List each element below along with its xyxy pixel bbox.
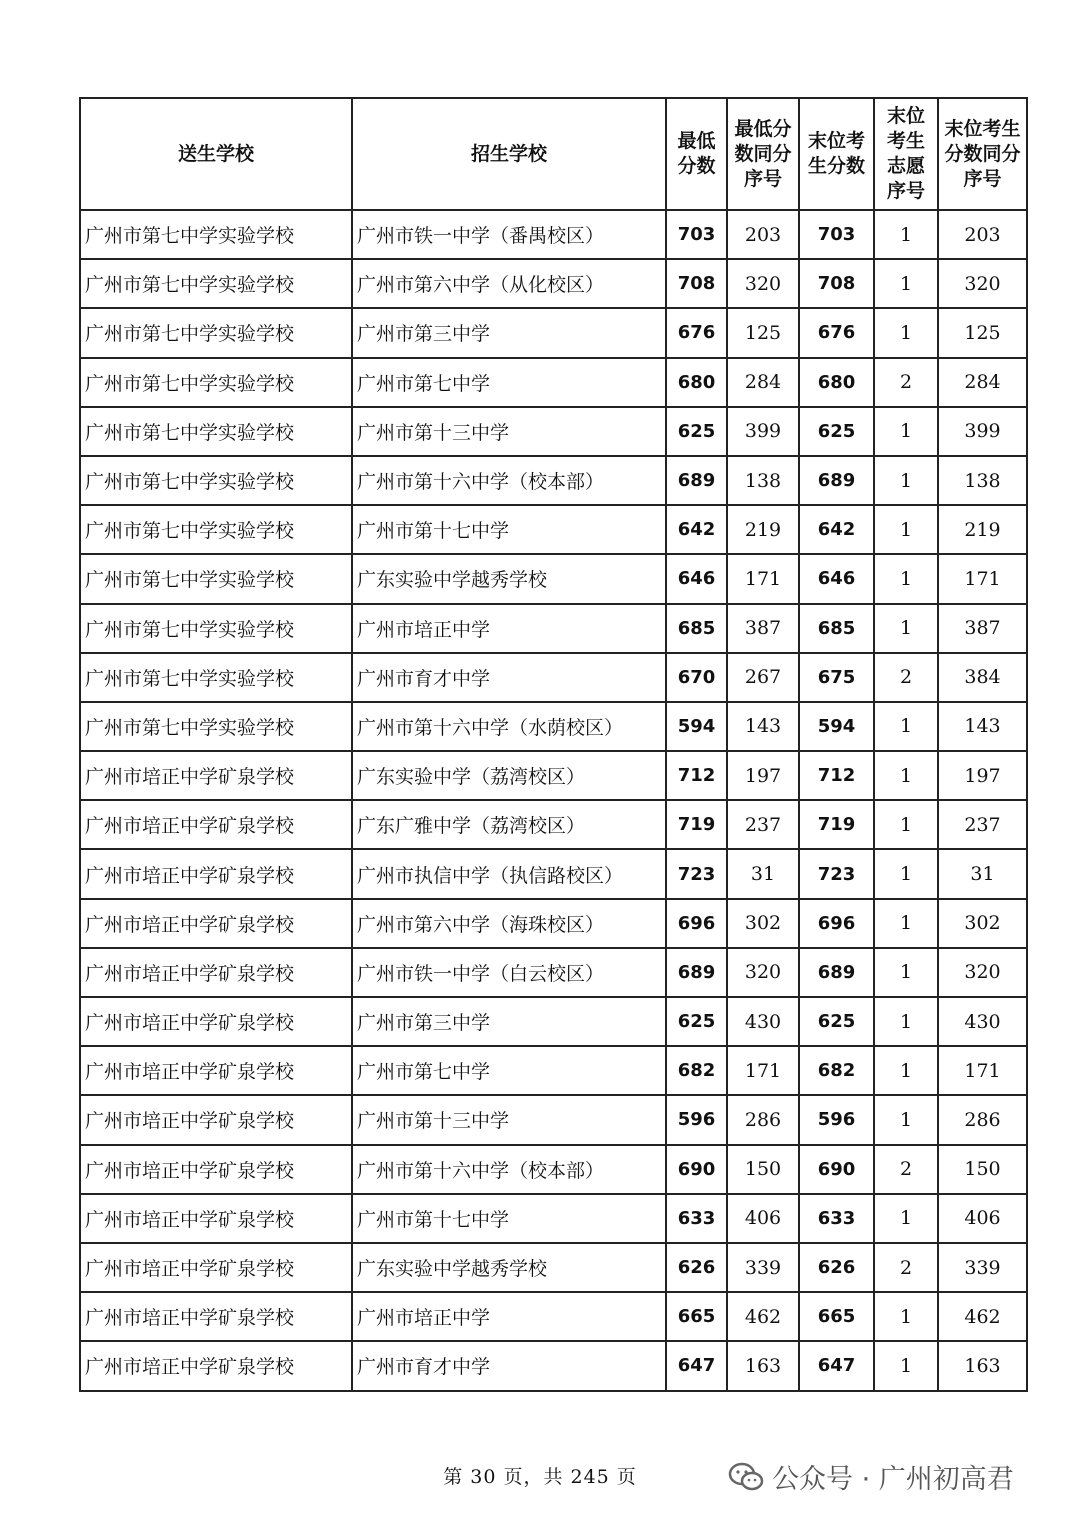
table-cell: 广州市培正中学矿泉学校 <box>80 1046 352 1095</box>
table-cell: 1 <box>874 505 938 554</box>
table-cell: 712 <box>799 751 874 800</box>
table-cell: 680 <box>666 358 727 407</box>
table-row <box>80 554 1027 603</box>
table-cell: 399 <box>727 407 799 456</box>
table-cell: 1 <box>874 1046 938 1095</box>
table-cell: 719 <box>666 800 727 849</box>
table-cell: 171 <box>938 1046 1027 1095</box>
table-cell: 138 <box>727 456 799 505</box>
table-cell: 676 <box>666 308 727 357</box>
table-cell: 320 <box>938 948 1027 997</box>
table-cell: 31 <box>727 849 799 898</box>
column-header: 最低分 数同分 序号 <box>727 98 799 210</box>
table-cell: 1 <box>874 456 938 505</box>
table-cell: 2 <box>874 653 938 702</box>
table-row <box>80 702 1027 751</box>
table-cell: 125 <box>727 308 799 357</box>
table-cell: 302 <box>938 899 1027 948</box>
table-body <box>80 210 1027 1391</box>
table-cell: 646 <box>799 554 874 603</box>
table-cell: 广州市培正中学 <box>352 1292 666 1341</box>
table-cell: 125 <box>938 308 1027 357</box>
table-row <box>80 1095 1027 1144</box>
table-cell: 286 <box>938 1095 1027 1144</box>
table-cell: 广州市培正中学矿泉学校 <box>80 1243 352 1292</box>
column-header: 末位 考生 志愿 序号 <box>874 98 938 210</box>
table-cell: 广州市第七中学实验学校 <box>80 604 352 653</box>
table-cell: 广东实验中学越秀学校 <box>352 554 666 603</box>
table-cell: 1 <box>874 1095 938 1144</box>
table-cell: 689 <box>666 948 727 997</box>
table-row <box>80 1292 1027 1341</box>
column-header: 最低 分数 <box>666 98 727 210</box>
table-cell: 150 <box>727 1145 799 1194</box>
table-cell: 广州市培正中学矿泉学校 <box>80 997 352 1046</box>
table-cell: 680 <box>799 358 874 407</box>
table-row <box>80 505 1027 554</box>
table-cell: 596 <box>666 1095 727 1144</box>
table-cell: 685 <box>666 604 727 653</box>
table-cell: 647 <box>799 1341 874 1390</box>
table-cell: 广州市第七中学实验学校 <box>80 308 352 357</box>
table-cell: 31 <box>938 849 1027 898</box>
table-cell: 广州市第七中学实验学校 <box>80 702 352 751</box>
table-cell: 430 <box>727 997 799 1046</box>
table-cell: 2 <box>874 1145 938 1194</box>
table-row <box>80 997 1027 1046</box>
table-cell: 1 <box>874 1292 938 1341</box>
table-cell: 237 <box>938 800 1027 849</box>
table-cell: 685 <box>799 604 874 653</box>
table-cell: 696 <box>666 899 727 948</box>
table-cell: 广州市第七中学实验学校 <box>80 554 352 603</box>
column-header: 送生学校 <box>80 98 352 210</box>
table-cell: 203 <box>727 210 799 259</box>
table-cell: 1 <box>874 702 938 751</box>
table-cell: 广州市第十三中学 <box>352 407 666 456</box>
table-cell: 203 <box>938 210 1027 259</box>
table-cell: 682 <box>799 1046 874 1095</box>
table-cell: 广州市第十七中学 <box>352 505 666 554</box>
table-cell: 399 <box>938 407 1027 456</box>
table-cell: 642 <box>666 505 727 554</box>
table-row <box>80 653 1027 702</box>
table-cell: 广州市育才中学 <box>352 653 666 702</box>
table-header <box>80 98 1027 210</box>
table-cell: 320 <box>938 259 1027 308</box>
table-cell: 712 <box>666 751 727 800</box>
table-row <box>80 308 1027 357</box>
table-cell: 163 <box>727 1341 799 1390</box>
table-cell: 广州市培正中学矿泉学校 <box>80 849 352 898</box>
table-cell: 197 <box>727 751 799 800</box>
table-cell: 625 <box>666 407 727 456</box>
table-cell: 1 <box>874 554 938 603</box>
table-row <box>80 259 1027 308</box>
table-cell: 143 <box>727 702 799 751</box>
table-cell: 广州市第七中学实验学校 <box>80 358 352 407</box>
watermark <box>728 1457 1014 1496</box>
table-cell: 广州市执信中学（执信路校区） <box>352 849 666 898</box>
table-cell: 219 <box>938 505 1027 554</box>
table-cell: 广州市第十三中学 <box>352 1095 666 1144</box>
table-cell: 594 <box>799 702 874 751</box>
table-cell: 665 <box>799 1292 874 1341</box>
table-cell: 163 <box>938 1341 1027 1390</box>
table-cell: 1 <box>874 751 938 800</box>
table-cell: 广州市第七中学实验学校 <box>80 259 352 308</box>
table-cell: 广州市第十七中学 <box>352 1194 666 1243</box>
table-row <box>80 1341 1027 1390</box>
table-cell: 1 <box>874 899 938 948</box>
table-row <box>80 1243 1027 1292</box>
table-row <box>80 899 1027 948</box>
table-cell: 708 <box>666 259 727 308</box>
table-cell: 696 <box>799 899 874 948</box>
table-cell: 708 <box>799 259 874 308</box>
table-cell: 1 <box>874 210 938 259</box>
table-cell: 237 <box>727 800 799 849</box>
table-cell: 1 <box>874 800 938 849</box>
table-cell: 339 <box>938 1243 1027 1292</box>
table-cell: 广州市第七中学实验学校 <box>80 505 352 554</box>
table-cell: 676 <box>799 308 874 357</box>
table-row <box>80 456 1027 505</box>
table-cell: 320 <box>727 948 799 997</box>
table-cell: 广州市第三中学 <box>352 308 666 357</box>
page-number: 第 30 页，共 245 页 <box>443 1466 637 1488</box>
table-cell: 2 <box>874 1243 938 1292</box>
table-cell: 387 <box>938 604 1027 653</box>
table-cell: 1 <box>874 308 938 357</box>
table-cell: 384 <box>938 653 1027 702</box>
table-cell: 广州市培正中学矿泉学校 <box>80 1194 352 1243</box>
table-cell: 广州市第七中学实验学校 <box>80 210 352 259</box>
table-cell: 647 <box>666 1341 727 1390</box>
table-cell: 284 <box>938 358 1027 407</box>
table-cell: 150 <box>938 1145 1027 1194</box>
table-cell: 626 <box>799 1243 874 1292</box>
table-cell: 286 <box>727 1095 799 1144</box>
table-cell: 430 <box>938 997 1027 1046</box>
table-cell: 462 <box>938 1292 1027 1341</box>
table-cell: 广州市第七中学实验学校 <box>80 653 352 702</box>
table-cell: 广州市铁一中学（番禺校区） <box>352 210 666 259</box>
table-cell: 642 <box>799 505 874 554</box>
table-cell: 广州市培正中学矿泉学校 <box>80 1292 352 1341</box>
table-cell: 143 <box>938 702 1027 751</box>
table-cell: 广东实验中学越秀学校 <box>352 1243 666 1292</box>
table-cell: 320 <box>727 259 799 308</box>
column-header: 末位考生 分数同分序号 <box>938 98 1027 210</box>
watermark-text: 公众号 · 广州初高君 <box>772 1464 1014 1495</box>
table-cell: 广州市第七中学实验学校 <box>80 456 352 505</box>
table-cell: 广州市培正中学矿泉学校 <box>80 751 352 800</box>
table-cell: 682 <box>666 1046 727 1095</box>
table-cell: 406 <box>938 1194 1027 1243</box>
table-cell: 广州市第十六中学（水荫校区） <box>352 702 666 751</box>
table-cell: 1 <box>874 1341 938 1390</box>
table-cell: 302 <box>727 899 799 948</box>
table-row <box>80 1194 1027 1243</box>
table-cell: 1 <box>874 849 938 898</box>
table-cell: 387 <box>727 604 799 653</box>
table-cell: 594 <box>666 702 727 751</box>
table-cell: 689 <box>666 456 727 505</box>
table-cell: 广州市第七中学 <box>352 358 666 407</box>
table-cell: 171 <box>938 554 1027 603</box>
table-cell: 广州市培正中学矿泉学校 <box>80 948 352 997</box>
table-cell: 广州市第七中学 <box>352 1046 666 1095</box>
table-cell: 1 <box>874 948 938 997</box>
table-cell: 197 <box>938 751 1027 800</box>
table-cell: 广州市培正中学矿泉学校 <box>80 800 352 849</box>
table-cell: 171 <box>727 554 799 603</box>
table-cell: 625 <box>666 997 727 1046</box>
table-row <box>80 849 1027 898</box>
table-cell: 625 <box>799 407 874 456</box>
table-cell: 646 <box>666 554 727 603</box>
table-cell: 广州市育才中学 <box>352 1341 666 1390</box>
table-cell: 1 <box>874 1194 938 1243</box>
table-cell: 284 <box>727 358 799 407</box>
table-row <box>80 1145 1027 1194</box>
table-cell: 690 <box>666 1145 727 1194</box>
table-row <box>80 1046 1027 1095</box>
table-cell: 广州市培正中学矿泉学校 <box>80 1145 352 1194</box>
table-cell: 462 <box>727 1292 799 1341</box>
table-cell: 689 <box>799 948 874 997</box>
table-row <box>80 358 1027 407</box>
table-cell: 广东实验中学（荔湾校区） <box>352 751 666 800</box>
table-cell: 138 <box>938 456 1027 505</box>
table-cell: 广州市第十六中学（校本部） <box>352 1145 666 1194</box>
table-cell: 广州市培正中学矿泉学校 <box>80 1095 352 1144</box>
table-cell: 670 <box>666 653 727 702</box>
table-cell: 广州市第三中学 <box>352 997 666 1046</box>
table-cell: 596 <box>799 1095 874 1144</box>
table-cell: 1 <box>874 407 938 456</box>
table-cell: 1 <box>874 259 938 308</box>
column-header: 末位考 生分数 <box>799 98 874 210</box>
table-row <box>80 604 1027 653</box>
table-cell: 703 <box>799 210 874 259</box>
table-cell: 1 <box>874 604 938 653</box>
table-cell: 广州市培正中学 <box>352 604 666 653</box>
table-cell: 171 <box>727 1046 799 1095</box>
table-cell: 广东广雅中学（荔湾校区） <box>352 800 666 849</box>
table-cell: 广州市铁一中学（白云校区） <box>352 948 666 997</box>
table-cell: 665 <box>666 1292 727 1341</box>
table-cell: 633 <box>666 1194 727 1243</box>
table-cell: 广州市第六中学（从化校区） <box>352 259 666 308</box>
table-row <box>80 407 1027 456</box>
table-cell: 626 <box>666 1243 727 1292</box>
table-cell: 1 <box>874 997 938 1046</box>
table-cell: 719 <box>799 800 874 849</box>
table-cell: 689 <box>799 456 874 505</box>
table-row <box>80 948 1027 997</box>
table-cell: 广州市第六中学（海珠校区） <box>352 899 666 948</box>
table-cell: 723 <box>799 849 874 898</box>
column-header: 招生学校 <box>352 98 666 210</box>
table-cell: 703 <box>666 210 727 259</box>
table-cell: 625 <box>799 997 874 1046</box>
table-row <box>80 210 1027 259</box>
admission-score-table <box>79 97 1028 1392</box>
table-cell: 2 <box>874 358 938 407</box>
table-cell: 219 <box>727 505 799 554</box>
table-cell: 406 <box>727 1194 799 1243</box>
table-cell: 723 <box>666 849 727 898</box>
table-cell: 广州市第十六中学（校本部） <box>352 456 666 505</box>
table-cell: 339 <box>727 1243 799 1292</box>
table-cell: 690 <box>799 1145 874 1194</box>
table-cell: 广州市培正中学矿泉学校 <box>80 899 352 948</box>
table-cell: 633 <box>799 1194 874 1243</box>
table-cell: 广州市培正中学矿泉学校 <box>80 1341 352 1390</box>
table-row <box>80 800 1027 849</box>
table-cell: 广州市第七中学实验学校 <box>80 407 352 456</box>
wechat-icon <box>728 1462 764 1492</box>
table-cell: 675 <box>799 653 874 702</box>
table-row <box>80 751 1027 800</box>
table-cell: 267 <box>727 653 799 702</box>
